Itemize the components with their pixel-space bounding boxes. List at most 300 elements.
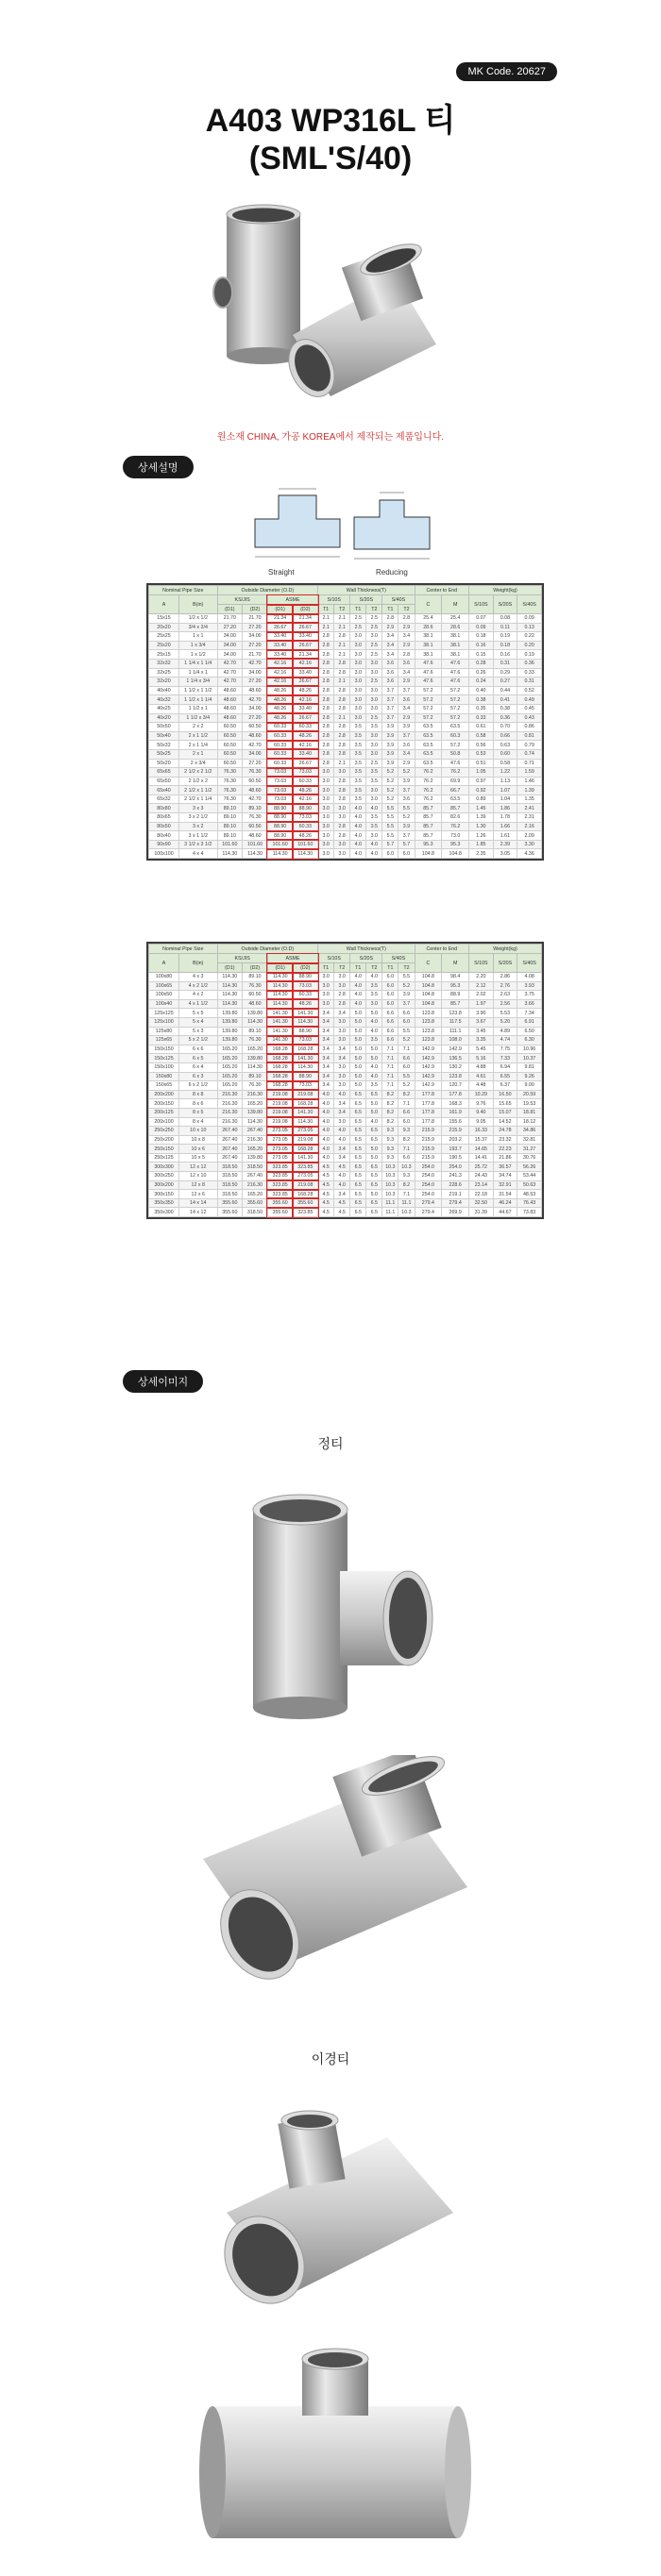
table-cell: 60.33 [267, 759, 293, 768]
table-cell: 76.30 [243, 813, 268, 823]
table-cell: 0.40 [469, 686, 494, 695]
equal-tee-photo-angle [184, 1755, 486, 1991]
table-cell: 3 x 2 1/2 [178, 813, 217, 823]
subtitle-reducing-tee: 이경티 [311, 2051, 350, 2066]
table-cell: 40x32 [149, 695, 179, 705]
table-cell: 1.13 [493, 777, 517, 786]
table-cell: 168.28 [267, 1045, 293, 1054]
table-cell: 165.20 [243, 1045, 268, 1054]
table-cell: 3.7 [398, 731, 415, 741]
table-cell: 6.50 [517, 1027, 542, 1036]
table-cell: 2.86 [493, 973, 517, 982]
table-cell: 101.60 [267, 840, 293, 849]
table-cell: 3.0 [350, 650, 366, 660]
th-s20: S/20S [350, 954, 382, 963]
table-cell: 2.8 [318, 668, 334, 677]
table-cell: 1 x 3/4 [178, 641, 217, 650]
table-cell: 3.4 [318, 1081, 334, 1091]
table-cell: 323.85 [267, 1180, 293, 1190]
table-cell: 3.0 [366, 704, 382, 713]
table-cell: 0.74 [517, 749, 542, 759]
table-cell: 88.90 [267, 822, 293, 831]
table-cell: 4.36 [517, 849, 542, 859]
table-cell: 85.7 [415, 822, 442, 831]
table-cell: 0.33 [469, 713, 494, 723]
table-row [149, 1081, 542, 1091]
table-cell: 3.0 [318, 822, 334, 831]
table-cell: 2.5 [366, 650, 382, 660]
table-cell: 0.41 [493, 695, 517, 705]
table-cell: 1 1/2 x 3/4 [178, 713, 217, 723]
table-cell: 40x40 [149, 686, 179, 695]
table-cell: 3.4 [318, 1009, 334, 1018]
table-cell: 323.85 [267, 1190, 293, 1199]
table-cell: 20.59 [517, 1090, 542, 1099]
table-cell: 63.5 [415, 723, 442, 732]
table-cell: 48.60 [243, 686, 268, 695]
table-cell: 3.0 [334, 840, 350, 849]
reducing-tee-photo-side [184, 2331, 486, 2557]
table-cell: 3.5 [350, 777, 366, 786]
table-cell: 267.40 [243, 1127, 268, 1136]
table-cell: 21.34 [267, 614, 293, 624]
table-cell: 273.05 [267, 1135, 293, 1145]
table-cell: 85.7 [415, 813, 442, 823]
table-cell: 85.7 [442, 999, 469, 1009]
table-cell: 2.8 [334, 777, 350, 786]
table-cell: 76.30 [243, 1081, 268, 1091]
table-cell: 5 x 4 [178, 1017, 217, 1027]
table-cell: 3 x 3 [178, 804, 217, 813]
table-cell: 76.2 [442, 822, 469, 831]
table-cell: 98.4 [442, 973, 469, 982]
table-cell: 2.8 [318, 741, 334, 750]
table-cell: 42.16 [293, 795, 318, 804]
th-d2: (D2) [243, 605, 268, 614]
table-cell: 0.49 [517, 695, 542, 705]
table-cell: 2.9 [398, 641, 415, 650]
table-cell: 1.07 [493, 786, 517, 795]
table-cell: 5.2 [382, 768, 398, 778]
table-cell: 10.37 [517, 1054, 542, 1063]
table-cell: 11.1 [382, 1208, 398, 1217]
table-cell: 0.45 [517, 704, 542, 713]
table-cell: 5.5 [398, 804, 415, 813]
table-cell: 4.0 [334, 1090, 350, 1099]
table-cell: 6.6 [382, 1027, 398, 1036]
table-cell: 3.9 [398, 991, 415, 1000]
table-cell: 2.5 [366, 759, 382, 768]
table-cell: 139.80 [243, 1009, 268, 1018]
table-cell: 141.30 [267, 1017, 293, 1027]
table-cell: 355.60 [243, 1198, 268, 1208]
table-cell: 57.2 [442, 741, 469, 750]
table-cell: 168.28 [293, 1145, 318, 1154]
table-row [149, 686, 542, 695]
table-cell: 38.1 [415, 641, 442, 650]
table-cell: 0.16 [469, 641, 494, 650]
table-cell: 215.9 [442, 1127, 469, 1136]
table-cell: 60.50 [217, 759, 243, 768]
table-cell: 66.7 [442, 786, 469, 795]
table-cell: 4.5 [334, 1208, 350, 1217]
table-cell: 33.40 [293, 749, 318, 759]
table-cell: 100x65 [149, 981, 179, 991]
table-cell: 2.1 [334, 641, 350, 650]
table-cell: 50.8 [442, 749, 469, 759]
th-t1: T1 [318, 963, 334, 973]
table-cell: 273.05 [267, 1127, 293, 1136]
table-cell: 4.0 [318, 1108, 334, 1117]
table-cell: 200x150 [149, 1099, 179, 1109]
table-cell: 5.53 [493, 1009, 517, 1018]
table-cell: 0.66 [493, 731, 517, 741]
table-cell: 25x25 [149, 632, 179, 642]
table-cell: 25x20 [149, 641, 179, 650]
table-cell: 18.81 [517, 1108, 542, 1117]
table-cell: 16.50 [493, 1090, 517, 1099]
table-cell: 4.0 [350, 831, 366, 841]
table-cell: 0.38 [493, 704, 517, 713]
table-row [149, 1009, 542, 1018]
table-cell: 141.30 [293, 1009, 318, 1018]
table-cell: 5.0 [366, 1190, 382, 1199]
table-row [149, 849, 542, 859]
table-cell: 4.0 [318, 1153, 334, 1163]
table-cell: 6.0 [398, 1117, 415, 1127]
table-cell: 2.02 [469, 991, 494, 1000]
table-cell: 76.2 [442, 768, 469, 778]
table-cell: 2.8 [318, 641, 334, 650]
table-row [149, 768, 542, 778]
table-cell: 1 x 1 [178, 632, 217, 642]
table-cell: 6.5 [350, 1090, 366, 1099]
table-cell: 190.5 [442, 1153, 469, 1163]
table-cell: 5.0 [350, 1081, 366, 1091]
table-cell: 1.97 [469, 999, 494, 1009]
table-cell: 3.0 [366, 749, 382, 759]
table-cell: 111.1 [442, 1027, 469, 1036]
table-cell: 3.7 [382, 713, 398, 723]
table-cell: 10 x 5 [178, 1153, 217, 1163]
table-cell: 0.44 [493, 686, 517, 695]
table-cell: 34.00 [217, 641, 243, 650]
table-cell: 4.0 [350, 849, 366, 859]
table-cell: 6 x 2 1/2 [178, 1081, 217, 1091]
table-cell: 3.0 [366, 786, 382, 795]
table-cell: 2.8 [318, 731, 334, 741]
table-cell: 4.88 [469, 1062, 494, 1072]
spec-table-1 [148, 585, 542, 859]
table-cell: 104.8 [415, 999, 442, 1009]
table-cell: 3.5 [366, 981, 382, 991]
table-cell: 139.80 [217, 1009, 243, 1018]
table-cell: 3.6 [382, 677, 398, 687]
table-cell: 3.0 [366, 686, 382, 695]
table-cell: 4.5 [334, 1198, 350, 1208]
table-cell: 323.85 [267, 1172, 293, 1181]
table-cell: 114.30 [293, 1017, 318, 1027]
table-cell: 4.74 [493, 1036, 517, 1045]
table-cell: 25x15 [149, 650, 179, 660]
table-cell: 2.8 [318, 659, 334, 668]
table-cell: 168.3 [442, 1099, 469, 1109]
table-cell: 3.7 [398, 686, 415, 695]
table-cell: 48.60 [243, 786, 268, 795]
table-cell: 60.50 [243, 991, 268, 1000]
table-cell: 3.4 [334, 1009, 350, 1018]
table-cell: 6.6 [382, 1036, 398, 1045]
table-cell: 42.70 [243, 741, 268, 750]
table-cell: 82.6 [442, 813, 469, 823]
table-cell: 0.20 [517, 641, 542, 650]
table-cell: 254.0 [415, 1180, 442, 1190]
table-cell: 6.5 [350, 1135, 366, 1145]
table-cell: 1.26 [469, 831, 494, 841]
table-cell: 4.0 [350, 804, 366, 813]
table-cell: 216.30 [243, 1180, 268, 1190]
table-cell: 10.3 [382, 1163, 398, 1172]
table-cell: 2.1 [334, 759, 350, 768]
table-cell: 6 x 6 [178, 1045, 217, 1054]
th-d1-asme: (D1) [267, 605, 293, 614]
th-b: B(in) [178, 595, 217, 614]
table-cell: 88.9 [442, 991, 469, 1000]
table-cell: 1 x 1/2 [178, 650, 217, 660]
table-cell: 3.9 [382, 741, 398, 750]
table-cell: 3.6 [398, 741, 415, 750]
table-cell: 142.9 [415, 1062, 442, 1072]
table-row [149, 831, 542, 841]
table-cell: 4.89 [493, 1027, 517, 1036]
table-cell: 88.90 [267, 831, 293, 841]
table-cell: 4 x 2 [178, 991, 217, 1000]
table-cell: 168.28 [267, 1054, 293, 1063]
table-cell: 3.0 [318, 981, 334, 991]
table-cell: 2.8 [334, 991, 350, 1000]
reducing-label: Reducing [376, 568, 408, 577]
table-cell: 89.10 [217, 813, 243, 823]
table-cell: 7.34 [517, 1009, 542, 1018]
table-row [149, 650, 542, 660]
table-cell: 0.28 [469, 659, 494, 668]
table-cell: 4.0 [318, 1117, 334, 1127]
table-cell: 3.7 [398, 831, 415, 841]
th-t2: T2 [398, 605, 415, 614]
table-cell: 65x40 [149, 786, 179, 795]
table-cell: 50x20 [149, 759, 179, 768]
table-cell: 3.5 [350, 795, 366, 804]
table-cell: 3.0 [334, 768, 350, 778]
table-cell: 34.00 [243, 632, 268, 642]
table-cell: 3.0 [318, 804, 334, 813]
table-cell: 0.22 [517, 632, 542, 642]
table-cell: 89.10 [243, 804, 268, 813]
table-cell: 3.5 [366, 991, 382, 1000]
table-cell: 4.0 [350, 999, 366, 1009]
th-c: C [415, 954, 442, 973]
table-cell: 69.9 [442, 777, 469, 786]
table-cell: 42.70 [243, 659, 268, 668]
table-cell: 38.1 [442, 632, 469, 642]
table-cell: 14 x 14 [178, 1198, 217, 1208]
table-cell: 2.8 [318, 704, 334, 713]
table-cell: 123.8 [442, 1009, 469, 1018]
table-cell: 3.9 [398, 723, 415, 732]
table-cell: 2.8 [318, 695, 334, 705]
table-cell: 3.0 [334, 813, 350, 823]
table-cell: 104.8 [415, 981, 442, 991]
table-cell: 26.67 [293, 623, 318, 632]
table-cell: 2.9 [398, 677, 415, 687]
table-cell: 5.0 [350, 1045, 366, 1054]
table-cell: 2.8 [334, 822, 350, 831]
table-cell: 26.67 [293, 641, 318, 650]
table-cell: 65x50 [149, 777, 179, 786]
table-cell: 50x40 [149, 731, 179, 741]
table-cell: 89.10 [243, 1027, 268, 1036]
table-cell: 7.1 [382, 1045, 398, 1054]
table-cell: 6.6 [398, 1153, 415, 1163]
table-cell: 2.5 [350, 614, 366, 624]
table-cell: 3.30 [517, 840, 542, 849]
table-cell: 3.0 [350, 668, 366, 677]
table-cell: 2.5 [366, 641, 382, 650]
table-cell: 12 x 8 [178, 1180, 217, 1190]
table-cell: 47.6 [442, 677, 469, 687]
table-cell: 65x65 [149, 768, 179, 778]
table-cell: 165.20 [217, 1081, 243, 1091]
table-cell: 63.5 [442, 795, 469, 804]
table-cell: 27.20 [243, 623, 268, 632]
table-cell: 3.5 [366, 822, 382, 831]
table-cell: 8.2 [398, 1090, 415, 1099]
table-cell: 0.35 [469, 704, 494, 713]
table-cell: 4 x 2 1/2 [178, 981, 217, 991]
table-row [149, 981, 542, 991]
table-cell: 3.0 [350, 713, 366, 723]
table-cell: 0.43 [517, 713, 542, 723]
reducing-diagram [354, 493, 430, 559]
table-cell: 219.08 [267, 1117, 293, 1127]
table-cell: 26.67 [293, 759, 318, 768]
table-cell: 250x200 [149, 1135, 179, 1145]
table-cell: 3.4 [398, 704, 415, 713]
table-cell: 1.45 [469, 804, 494, 813]
table-row [149, 677, 542, 687]
table-cell: 3.5 [350, 759, 366, 768]
table-cell: 9.3 [382, 1127, 398, 1136]
table-cell: 3.93 [517, 981, 542, 991]
table-cell: 76.2 [415, 777, 442, 786]
table-cell: 6.5 [366, 1090, 382, 1099]
table-cell: 2.8 [334, 704, 350, 713]
table-cell: 12 x 10 [178, 1172, 217, 1181]
table-cell: 6.5 [366, 1127, 382, 1136]
table-cell: 7.1 [382, 1081, 398, 1091]
table-cell: 114.30 [267, 981, 293, 991]
table-cell: 200x200 [149, 1090, 179, 1099]
table-cell: 63.5 [442, 723, 469, 732]
table-cell: 2.8 [318, 632, 334, 642]
table-cell: 5.5 [398, 973, 415, 982]
table-cell: 3.4 [382, 650, 398, 660]
table-cell: 0.79 [517, 741, 542, 750]
table-cell: 9.3 [382, 1153, 398, 1163]
table-cell: 95.3 [442, 840, 469, 849]
table-cell: 100x80 [149, 973, 179, 982]
table-cell: 0.38 [469, 695, 494, 705]
table-cell: 0.36 [517, 659, 542, 668]
th-asme: ASME [267, 954, 317, 963]
table-cell: 3.4 [318, 1054, 334, 1063]
table-cell: 1.78 [493, 813, 517, 823]
table-cell: 50.63 [517, 1180, 542, 1190]
table-cell: 60.33 [293, 723, 318, 732]
table-cell: 5.0 [350, 1062, 366, 1072]
table-cell: 8.2 [382, 1108, 398, 1117]
th-t2: T2 [366, 963, 382, 973]
table-cell: 5.0 [350, 1072, 366, 1081]
table-cell: 269.9 [442, 1208, 469, 1217]
table-cell: 267.40 [243, 1172, 268, 1181]
table-cell: 318.50 [217, 1172, 243, 1181]
table-cell: 2 1/2 x 1 1/4 [178, 795, 217, 804]
th-nominal: Nominal Pipe Size [149, 586, 218, 595]
table-cell: 60.33 [267, 731, 293, 741]
table-cell: 0.26 [469, 668, 494, 677]
table-cell: 3.5 [366, 813, 382, 823]
table-cell: 0.52 [517, 686, 542, 695]
table-cell: 48.60 [217, 686, 243, 695]
table-cell: 15.65 [493, 1099, 517, 1109]
table-cell: 9.3 [398, 1172, 415, 1181]
table-cell: 65x32 [149, 795, 179, 804]
table-cell: 3.0 [318, 991, 334, 1000]
table-cell: 6.5 [366, 1172, 382, 1181]
table-cell: 165.20 [217, 1045, 243, 1054]
table-cell: 47.6 [442, 668, 469, 677]
table-cell: 21.70 [243, 650, 268, 660]
table-cell: 0.56 [469, 741, 494, 750]
table-cell: 0.97 [469, 777, 494, 786]
table-cell: 3.0 [318, 777, 334, 786]
table-cell: 2.8 [318, 650, 334, 660]
table-cell: 48.60 [243, 731, 268, 741]
table-cell: 123.8 [415, 1017, 442, 1027]
table-cell: 14.65 [469, 1145, 494, 1154]
table-cell: 5.2 [398, 768, 415, 778]
table-cell: 21.34 [293, 650, 318, 660]
table-cell: 3.0 [366, 795, 382, 804]
table-cell: 8.2 [398, 1180, 415, 1190]
th-s10: S/10S [318, 954, 350, 963]
table-cell: 4.0 [318, 1090, 334, 1099]
th-weight: Weight(kg) [469, 945, 542, 954]
table-cell: 3.5 [350, 786, 366, 795]
table-cell: 1.39 [469, 813, 494, 823]
table-cell: 3.9 [382, 749, 398, 759]
table-cell: 0.36 [493, 713, 517, 723]
table-cell: 88.90 [293, 1027, 318, 1036]
table-cell: 10.3 [382, 1172, 398, 1181]
table-cell: 73.03 [267, 768, 293, 778]
table-cell: 5.0 [366, 1145, 382, 1154]
table-cell: 63.5 [415, 749, 442, 759]
table-cell: 36.57 [493, 1163, 517, 1172]
table-cell: 1.61 [493, 831, 517, 841]
table-cell: 2.1 [334, 623, 350, 632]
